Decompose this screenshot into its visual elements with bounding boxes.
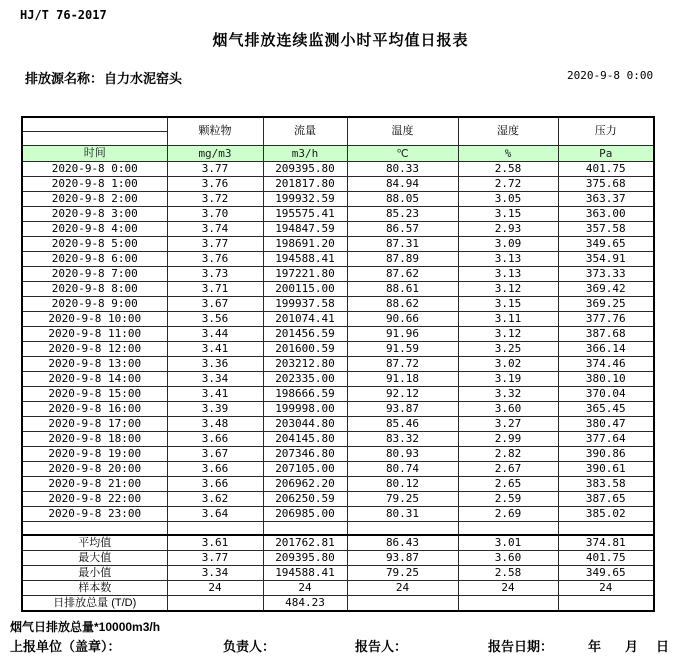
value-cell: 387.65	[558, 492, 654, 507]
value-cell: 390.61	[558, 462, 654, 477]
value-cell: 357.58	[558, 222, 654, 237]
unit-cell: Pa	[558, 146, 654, 162]
value-cell: 3.67	[167, 297, 263, 312]
time-cell: 2020-9-8 9:00	[22, 297, 167, 312]
table-row	[22, 417, 654, 432]
value-cell: 3.64	[167, 507, 263, 522]
summary-value: 24	[347, 581, 458, 596]
source-name-value: 自力水泥窑头	[104, 71, 183, 86]
value-cell: 3.32	[458, 387, 558, 402]
value-cell: 80.33	[347, 162, 458, 177]
summary-value: 3.60	[458, 551, 558, 566]
value-cell: 3.11	[458, 312, 558, 327]
table-body	[22, 117, 654, 611]
summary-value: 24	[558, 581, 654, 596]
value-cell: 3.67	[167, 447, 263, 462]
time-cell: 2020-9-8 0:00	[22, 162, 167, 177]
time-cell: 2020-9-8 2:00	[22, 192, 167, 207]
value-cell: 373.33	[558, 267, 654, 282]
value-cell: 3.15	[458, 207, 558, 222]
report-date-label: 报告日期：	[488, 639, 554, 654]
table-row	[22, 297, 654, 312]
summary-label: 日排放总量 (T/D)	[22, 596, 167, 612]
value-cell: 390.86	[558, 447, 654, 462]
table-row	[22, 327, 654, 342]
value-cell: 3.13	[458, 267, 558, 282]
value-cell: 3.66	[167, 432, 263, 447]
summary-value: 24	[263, 581, 347, 596]
time-cell: 2020-9-8 22:00	[22, 492, 167, 507]
col-header: 颗粒物	[167, 117, 263, 146]
value-cell: 88.05	[347, 192, 458, 207]
day-label: 日	[656, 639, 670, 654]
value-cell: 2.72	[458, 177, 558, 192]
value-cell: 79.25	[347, 492, 458, 507]
value-cell: 363.37	[558, 192, 654, 207]
summary-label: 最小值	[22, 566, 167, 581]
value-cell: 84.94	[347, 177, 458, 192]
value-cell: 199932.59	[263, 192, 347, 207]
value-cell: 93.87	[347, 402, 458, 417]
value-cell: 370.04	[558, 387, 654, 402]
col-header: 流量	[263, 117, 347, 146]
page-title: 烟气排放连续监测小时平均值日报表	[212, 32, 469, 49]
value-cell: 3.66	[167, 462, 263, 477]
table-row	[22, 192, 654, 207]
value-cell: 204145.80	[263, 432, 347, 447]
table-row	[22, 402, 654, 417]
value-cell: 85.46	[347, 417, 458, 432]
value-cell: 354.91	[558, 252, 654, 267]
summary-value	[347, 596, 458, 612]
value-cell: 3.74	[167, 222, 263, 237]
value-cell: 199998.00	[263, 402, 347, 417]
value-cell: 202335.00	[263, 372, 347, 387]
value-cell: 3.73	[167, 267, 263, 282]
value-cell: 3.66	[167, 477, 263, 492]
value-cell: 206250.59	[263, 492, 347, 507]
value-cell: 3.39	[167, 402, 263, 417]
value-cell: 377.64	[558, 432, 654, 447]
value-cell: 3.70	[167, 207, 263, 222]
table-row	[22, 342, 654, 357]
separator-cell	[347, 522, 458, 536]
summary-value	[558, 596, 654, 612]
time-cell: 2020-9-8 20:00	[22, 462, 167, 477]
value-cell: 3.34	[167, 372, 263, 387]
summary-row	[22, 581, 654, 596]
value-cell: 385.02	[558, 507, 654, 522]
summary-value: 201762.81	[263, 535, 347, 551]
summary-row	[22, 551, 654, 566]
time-cell: 2020-9-8 16:00	[22, 402, 167, 417]
value-cell: 380.10	[558, 372, 654, 387]
value-cell: 3.05	[458, 192, 558, 207]
time-header-blank	[22, 117, 167, 132]
value-cell: 3.71	[167, 282, 263, 297]
summary-value: 79.25	[347, 566, 458, 581]
value-cell: 3.02	[458, 357, 558, 372]
value-cell: 201600.59	[263, 342, 347, 357]
table-row	[22, 312, 654, 327]
value-cell: 365.45	[558, 402, 654, 417]
value-cell: 366.14	[558, 342, 654, 357]
value-cell: 374.46	[558, 357, 654, 372]
value-cell: 3.27	[458, 417, 558, 432]
value-cell: 383.58	[558, 477, 654, 492]
col-header: 湿度	[458, 117, 558, 146]
time-cell: 2020-9-8 1:00	[22, 177, 167, 192]
summary-row	[22, 566, 654, 581]
value-cell: 199937.58	[263, 297, 347, 312]
summary-value: 401.75	[558, 551, 654, 566]
time-cell: 2020-9-8 13:00	[22, 357, 167, 372]
time-cell: 2020-9-8 5:00	[22, 237, 167, 252]
value-cell: 363.00	[558, 207, 654, 222]
value-cell: 3.41	[167, 342, 263, 357]
col-header: 压力	[558, 117, 654, 146]
value-cell: 2.93	[458, 222, 558, 237]
value-cell: 203044.80	[263, 417, 347, 432]
table-row	[22, 372, 654, 387]
value-cell: 200115.00	[263, 282, 347, 297]
value-cell: 3.77	[167, 162, 263, 177]
value-cell: 206985.00	[263, 507, 347, 522]
table-row	[22, 387, 654, 402]
unit-cell: m3/h	[263, 146, 347, 162]
time-cell: 2020-9-8 11:00	[22, 327, 167, 342]
value-cell: 3.48	[167, 417, 263, 432]
report-unit-label: 上报单位（盖章）：	[10, 639, 121, 654]
summary-value: 3.61	[167, 535, 263, 551]
value-cell: 85.23	[347, 207, 458, 222]
time-cell: 2020-9-8 3:00	[22, 207, 167, 222]
value-cell: 3.72	[167, 192, 263, 207]
summary-label: 平均值	[22, 535, 167, 551]
table-row	[22, 177, 654, 192]
time-cell: 2020-9-8 6:00	[22, 252, 167, 267]
value-cell: 3.19	[458, 372, 558, 387]
value-cell: 198666.59	[263, 387, 347, 402]
value-cell: 91.96	[347, 327, 458, 342]
standard-number: HJ/T 76-2017	[20, 8, 107, 22]
month-label: 月	[625, 639, 639, 654]
value-cell: 401.75	[558, 162, 654, 177]
total-emission-note: 烟气日排放总量*10000m3/h	[10, 620, 161, 634]
time-cell: 2020-9-8 23:00	[22, 507, 167, 522]
value-cell: 375.68	[558, 177, 654, 192]
value-cell: 387.68	[558, 327, 654, 342]
value-cell: 3.56	[167, 312, 263, 327]
summary-label: 样本数	[22, 581, 167, 596]
summary-label: 最大值	[22, 551, 167, 566]
summary-value: 3.01	[458, 535, 558, 551]
value-cell: 2.65	[458, 477, 558, 492]
value-cell: 206962.20	[263, 477, 347, 492]
units-row	[22, 146, 654, 162]
value-cell: 3.25	[458, 342, 558, 357]
value-cell: 197221.80	[263, 267, 347, 282]
report-datetime: 2020-9-8 0:00	[567, 69, 654, 82]
value-cell: 201456.59	[263, 327, 347, 342]
summary-value: 3.77	[167, 551, 263, 566]
summary-value: 86.43	[347, 535, 458, 551]
value-cell: 207105.00	[263, 462, 347, 477]
summary-row	[22, 535, 654, 551]
value-cell: 3.12	[458, 282, 558, 297]
value-cell: 91.18	[347, 372, 458, 387]
separator-row	[22, 522, 654, 536]
table-row	[22, 162, 654, 177]
value-cell: 3.76	[167, 177, 263, 192]
table-row	[22, 252, 654, 267]
header-row-top	[22, 117, 654, 132]
unit-cell: ℃	[347, 146, 458, 162]
separator-cell	[22, 522, 167, 536]
summary-value: 24	[167, 581, 263, 596]
separator-cell	[458, 522, 558, 536]
value-cell: 80.12	[347, 477, 458, 492]
value-cell: 3.62	[167, 492, 263, 507]
time-cell: 2020-9-8 19:00	[22, 447, 167, 462]
value-cell: 198691.20	[263, 237, 347, 252]
value-cell: 3.12	[458, 327, 558, 342]
separator-cell	[167, 522, 263, 536]
value-cell: 3.77	[167, 237, 263, 252]
value-cell: 201817.80	[263, 177, 347, 192]
time-cell: 2020-9-8 12:00	[22, 342, 167, 357]
time-header: 时间	[22, 146, 167, 162]
value-cell: 3.36	[167, 357, 263, 372]
value-cell: 91.59	[347, 342, 458, 357]
value-cell: 203212.80	[263, 357, 347, 372]
year-label: 年	[588, 639, 602, 654]
summary-value: 2.58	[458, 566, 558, 581]
table-row	[22, 477, 654, 492]
time-cell: 2020-9-8 10:00	[22, 312, 167, 327]
value-cell: 87.31	[347, 237, 458, 252]
value-cell: 3.60	[458, 402, 558, 417]
unit-cell: %	[458, 146, 558, 162]
responsible-person-label: 负责人：	[223, 639, 276, 654]
value-cell: 369.42	[558, 282, 654, 297]
value-cell: 194847.59	[263, 222, 347, 237]
table-row	[22, 357, 654, 372]
table-row	[22, 267, 654, 282]
summary-value: 209395.80	[263, 551, 347, 566]
reporter-label: 报告人：	[355, 639, 408, 654]
summary-value	[167, 596, 263, 612]
table-row	[22, 432, 654, 447]
value-cell: 3.09	[458, 237, 558, 252]
value-cell: 86.57	[347, 222, 458, 237]
report-table	[21, 116, 655, 612]
summary-value: 24	[458, 581, 558, 596]
value-cell: 194588.41	[263, 252, 347, 267]
unit-cell: mg/m3	[167, 146, 263, 162]
table-row	[22, 282, 654, 297]
col-header: 温度	[347, 117, 458, 146]
value-cell: 3.15	[458, 297, 558, 312]
source-name-label: 排放源名称：	[25, 71, 104, 86]
value-cell: 2.59	[458, 492, 558, 507]
summary-value: 349.65	[558, 566, 654, 581]
time-cell: 2020-9-8 4:00	[22, 222, 167, 237]
value-cell: 80.93	[347, 447, 458, 462]
value-cell: 87.89	[347, 252, 458, 267]
value-cell: 209395.80	[263, 162, 347, 177]
value-cell: 2.58	[458, 162, 558, 177]
value-cell: 369.25	[558, 297, 654, 312]
value-cell: 201074.41	[263, 312, 347, 327]
table-row	[22, 462, 654, 477]
value-cell: 90.66	[347, 312, 458, 327]
value-cell: 88.61	[347, 282, 458, 297]
table-row	[22, 237, 654, 252]
value-cell: 3.76	[167, 252, 263, 267]
time-cell: 2020-9-8 15:00	[22, 387, 167, 402]
value-cell: 207346.80	[263, 447, 347, 462]
value-cell: 3.13	[458, 252, 558, 267]
value-cell: 87.62	[347, 267, 458, 282]
summary-value: 374.81	[558, 535, 654, 551]
table-row	[22, 207, 654, 222]
time-cell: 2020-9-8 17:00	[22, 417, 167, 432]
summary-value: 3.34	[167, 566, 263, 581]
summary-row	[22, 596, 654, 612]
value-cell: 3.41	[167, 387, 263, 402]
separator-cell	[263, 522, 347, 536]
time-cell: 2020-9-8 18:00	[22, 432, 167, 447]
time-cell: 2020-9-8 8:00	[22, 282, 167, 297]
value-cell: 2.82	[458, 447, 558, 462]
table-row	[22, 222, 654, 237]
value-cell: 380.47	[558, 417, 654, 432]
value-cell: 80.74	[347, 462, 458, 477]
value-cell: 92.12	[347, 387, 458, 402]
separator-cell	[558, 522, 654, 536]
value-cell: 80.31	[347, 507, 458, 522]
summary-value: 93.87	[347, 551, 458, 566]
value-cell: 2.99	[458, 432, 558, 447]
time-cell: 2020-9-8 21:00	[22, 477, 167, 492]
table-row	[22, 507, 654, 522]
value-cell: 195575.41	[263, 207, 347, 222]
time-cell: 2020-9-8 14:00	[22, 372, 167, 387]
value-cell: 349.65	[558, 237, 654, 252]
value-cell: 3.44	[167, 327, 263, 342]
time-cell: 2020-9-8 7:00	[22, 267, 167, 282]
value-cell: 377.76	[558, 312, 654, 327]
value-cell: 87.72	[347, 357, 458, 372]
summary-value	[458, 596, 558, 612]
table-row	[22, 492, 654, 507]
table-row	[22, 447, 654, 462]
value-cell: 88.62	[347, 297, 458, 312]
value-cell: 2.69	[458, 507, 558, 522]
time-header-blank	[22, 132, 167, 146]
summary-value: 484.23	[263, 596, 347, 612]
value-cell: 2.67	[458, 462, 558, 477]
value-cell: 83.32	[347, 432, 458, 447]
summary-value: 194588.41	[263, 566, 347, 581]
